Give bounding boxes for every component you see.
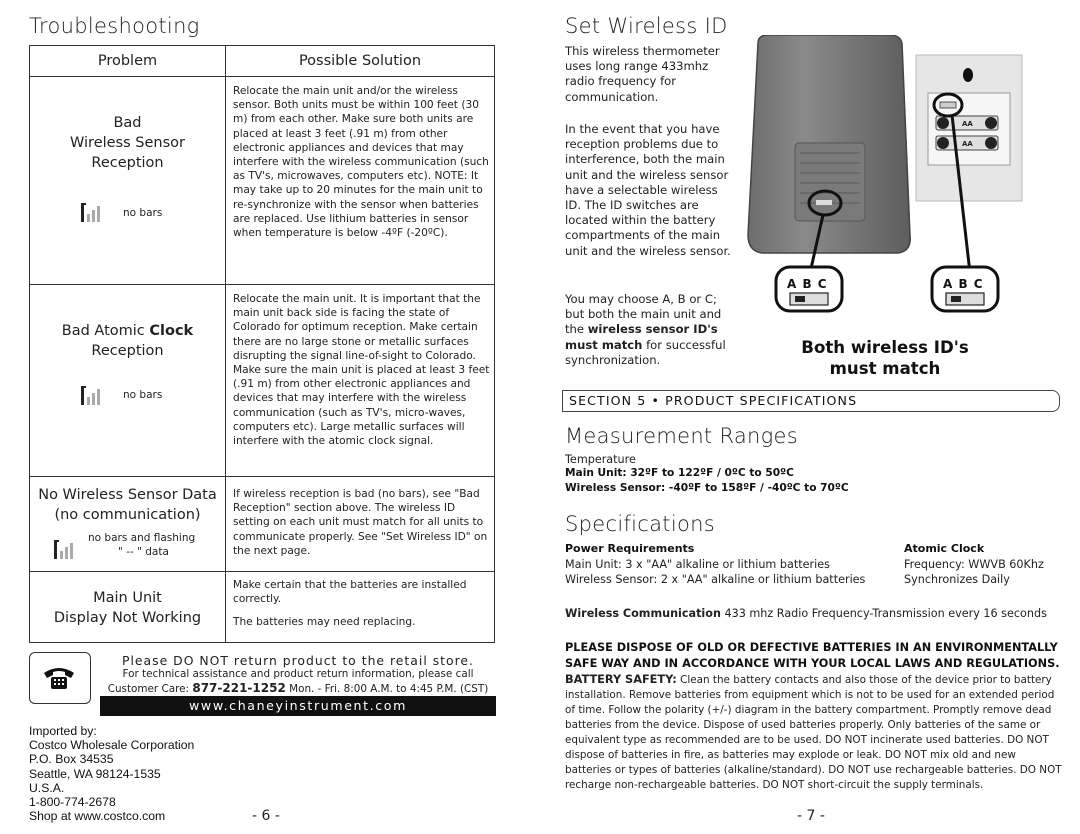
table-row bbox=[30, 571, 494, 643]
page-number: - 6 - bbox=[252, 808, 280, 824]
specifications-title: Specifications bbox=[565, 512, 715, 536]
solution-cell: Relocate the main unit and/or the wireless sensor. Both units must be within 100 feet (30 m) from each other. Make sure both units are placed at least 3 feet (.91 m) from other electronic appliances and devices that may interfere with the wireless communication (such as TV's, microwaves, computers etc). NOTE: It may take up to 20 minutes for the main unit to re-synchronize with the sensor when batteries are replaced. Use lithium batteries in sensor when temperature is below -4ºF (-20ºC). bbox=[233, 85, 489, 240]
intro-paragraph: This wireless thermometer uses long range 433mhz radio frequency for communication. bbox=[565, 44, 720, 104]
customer-care: Customer Care: 877-221-1252 Mon. - Fri. 8:00 A.M. to 4:45 P.M. (CST) bbox=[107, 681, 489, 695]
clock-sync: Synchronizes Daily bbox=[904, 573, 1010, 586]
signal-bars-icon bbox=[81, 202, 105, 222]
section-title-wireless-id: Set Wireless ID bbox=[565, 14, 728, 38]
importer-block: Imported by: Costco Wholesale Corporation P.O. Box 34535 Seattle, WA 98124-1535 U.S.A. 1-800-774-2678 Shop at www.costco.com bbox=[29, 724, 195, 824]
section-header: SECTION 5 • PRODUCT SPECIFICATIONS bbox=[562, 390, 1060, 412]
switch-label: A B C bbox=[943, 277, 984, 291]
battery-label: AA bbox=[962, 120, 973, 128]
problem-cell: Bad Wireless Sensor Reception bbox=[70, 115, 185, 171]
solution-cell: If wireless reception is bad (no bars), see "Bad Reception" section above. The wireless ID setting on each unit must match for all units to communicate properly. See "Set Wireless ID" on the next page. bbox=[233, 488, 488, 557]
support-info: For technical assistance and product return information, please call bbox=[122, 668, 474, 680]
signal-bars-icon bbox=[54, 539, 78, 559]
match-callout: Both wireless ID's must match bbox=[801, 338, 969, 378]
bars-label-data: " -- " data bbox=[118, 546, 169, 558]
device-illustration bbox=[740, 35, 1065, 380]
main-unit-range: Main Unit: 32ºF to 122ºF / 0ºC to 50ºC bbox=[565, 467, 794, 479]
clock-frequency: Frequency: WWVB 60Khz bbox=[904, 558, 1044, 571]
power-title: Power Requirements bbox=[565, 542, 695, 555]
power-main: Main Unit: 3 x "AA" alkaline or lithium batteries bbox=[565, 558, 830, 571]
website-banner: www.chaneyinstrument.com bbox=[100, 696, 496, 716]
sensor-range: Wireless Sensor: -40ºF to 158ºF / -40ºC to 70ºC bbox=[565, 482, 849, 494]
battery-label: AA bbox=[962, 140, 973, 148]
column-header-problem: Problem bbox=[97, 53, 158, 69]
phone-box bbox=[29, 652, 91, 704]
solution-cell: Relocate the main unit. It is important that the main unit back side is facing the state of Colorado for optimum reception. Make certain there are no large stone or metallic surfaces disrupting the signal line-of-sight to Colorado. Make sure the main unit is placed at least 3 feet (.91 m) from other electronic appliances and devices that may interfere with the wireless communication (such as TV's, micro-waves, computers etc). Large metallic surfaces will interfere with the atomic clock signal. bbox=[233, 293, 490, 448]
signal-bars-icon bbox=[81, 385, 105, 405]
measurement-ranges-title: Measurement Ranges bbox=[565, 424, 799, 448]
table-row bbox=[30, 284, 494, 476]
column-header-solution: Possible Solution bbox=[298, 53, 422, 69]
wireless-communication: Wireless Communication 433 mhz Radio Frequency-Transmission every 16 seconds bbox=[565, 607, 1047, 620]
bars-label: no bars bbox=[123, 207, 163, 219]
telephone-icon bbox=[42, 665, 76, 691]
problem-cell: Main Unit Display Not Working bbox=[53, 590, 202, 626]
solution-cell: Make certain that the batteries are installed correctly. The batteries may need replacing. bbox=[233, 579, 467, 629]
page-title: Troubleshooting bbox=[29, 14, 200, 38]
problem-cell: No Wireless Sensor Data (no communication) bbox=[38, 487, 217, 523]
return-notice: Please DO NOT return product to the retail store. bbox=[122, 653, 474, 668]
clock-title: Atomic Clock bbox=[904, 542, 985, 555]
disposal-notice: PLEASE DISPOSE OF OLD OR DEFECTIVE BATTERIES IN AN ENVIRONMENTALLY SAFE WAY AND IN ACCORDANCE WITH YOUR LOCAL LAWS AND REGULATIONS. bbox=[565, 641, 1060, 670]
troubleshooting-table bbox=[29, 45, 495, 643]
bars-label: no bars and flashing bbox=[88, 532, 196, 544]
power-sensor: Wireless Sensor: 2 x "AA" alkaline or lithium batteries bbox=[565, 573, 866, 586]
problem-cell: Bad Atomic Clock Reception bbox=[61, 323, 194, 359]
temperature-label: Temperature bbox=[565, 453, 636, 466]
match-paragraph: You may choose A, B or C; but both the main unit and the wireless sensor ID's must match for successful synchronization. bbox=[565, 292, 726, 367]
page-number: - 7 - bbox=[797, 808, 825, 824]
table-row bbox=[30, 476, 494, 571]
interference-paragraph: In the event that you have reception problems due to interference, both the main unit and the wireless sensor have a selectable wireless ID. The ID switches are located within the battery compartments of the main unit and the wireless sensor. bbox=[565, 122, 731, 258]
switch-label: A B C bbox=[787, 277, 828, 291]
battery-safety: BATTERY SAFETY: Clean the battery contacts and also those of the device prior to battery installation. Remove batteries from equipment which is not to be used for an extended period of time. Follow the polarity (+/-) diagram in the battery compartment. Promptly remove dead batteries from the device. Dispose of used batteries properly. Only batteries of the same or equivalent type as recommended are to be used. DO NOT incinerate used batteries. DO NOT dispose of batteries in fire, as batteries may explode or leak. DO NOT mix old and new batteries or types of batteries (alkaline/standard). DO NOT use rechargeable batteries. DO NOT recharge non-rechargeable batteries. DO NOT short-circuit the supply terminals. bbox=[565, 673, 1062, 791]
bars-label: no bars bbox=[123, 389, 163, 401]
